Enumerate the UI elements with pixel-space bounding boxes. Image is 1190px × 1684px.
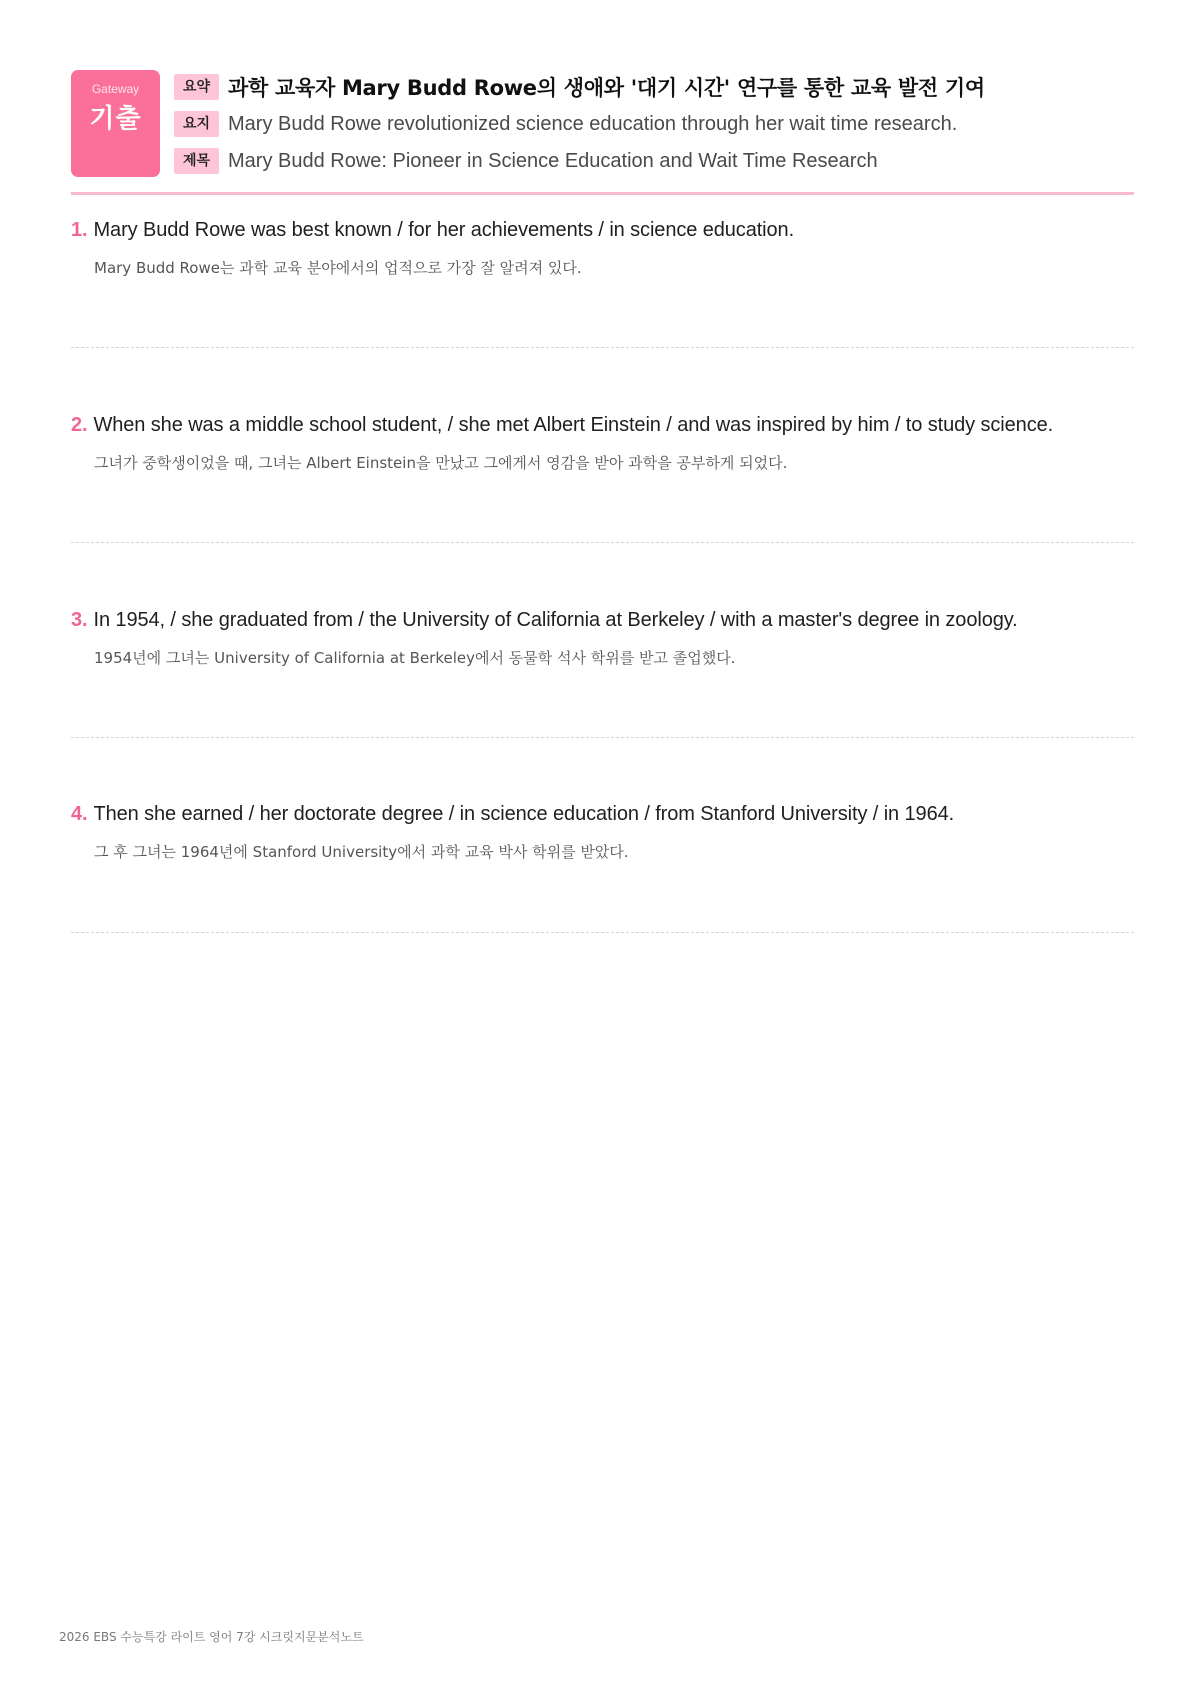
summary-row <box>174 72 985 102</box>
gist-tag: 요지 <box>174 111 219 137</box>
sentence-divider <box>71 932 1134 933</box>
sentence-translation: 그녀가 중학생이었을 때, 그녀는 Albert Einstein을 만났고 그에게서 영감을 받아 과학을 공부하게 되었다. <box>94 454 788 472</box>
sentence-english <box>71 219 1134 242</box>
sentence-number: 4. <box>71 803 88 825</box>
sentence-number: 3. <box>71 609 88 631</box>
sentence-english <box>71 609 1134 632</box>
gist-text: Mary Budd Rowe revolutionized science education through her wait time research. <box>228 112 958 135</box>
sentence-item <box>71 414 1134 473</box>
header-divider <box>71 192 1134 195</box>
sentence-number: 1. <box>71 219 88 241</box>
sentence-divider <box>71 542 1134 543</box>
summary-tag: 요약 <box>174 74 219 100</box>
badge-top-label: Gateway <box>91 82 140 96</box>
gateway-badge <box>71 70 160 177</box>
sentence-translation: 1954년에 그녀는 University of California at Berkeley에서 동물학 석사 학위를 받고 졸업했다. <box>94 649 736 667</box>
sentence-number: 2. <box>71 414 88 436</box>
sentence-item <box>71 803 1134 862</box>
sentence-english <box>71 414 1134 437</box>
gist-row <box>174 109 957 139</box>
summary-text: 과학 교육자 Mary Budd Rowe의 생애와 '대기 시간' 연구를 통한 교육 발전 기여 <box>228 76 985 100</box>
sentence-item <box>71 219 1134 278</box>
page-footer: 2026 EBS 수능특강 라이트 영어 7강 시크릿지문분석노트 <box>59 1630 364 1644</box>
passage-header <box>71 70 1134 178</box>
sentence-divider <box>71 737 1134 738</box>
sentence-english-text: In 1954, / she graduated from / the University of California at Berkeley / with a master's degree in zoology. <box>93 609 1018 631</box>
sentence-english-text: Then she earned / her doctorate degree / in science education / from Stanford University / in 1964. <box>93 803 955 825</box>
title-text: Mary Budd Rowe: Pioneer in Science Education and Wait Time Research <box>228 149 878 172</box>
sentence-translation: 그 후 그녀는 1964년에 Stanford University에서 과학 교육 박사 학위를 받았다. <box>94 843 629 861</box>
sentence-english <box>71 803 1134 826</box>
title-tag: 제목 <box>174 148 219 174</box>
sentence-divider <box>71 347 1134 348</box>
sentence-english-text: When she was a middle school student, / she met Albert Einstein / and was inspired by him / to study science. <box>93 414 1054 436</box>
sentence-item <box>71 609 1134 668</box>
sentence-english-text: Mary Budd Rowe was best known / for her achievements / in science education. <box>93 219 795 241</box>
sentence-translation: Mary Budd Rowe는 과학 교육 분야에서의 업적으로 가장 잘 알려져 있다. <box>94 259 582 277</box>
badge-main-label: 기출 <box>89 104 142 134</box>
title-row <box>174 146 878 176</box>
